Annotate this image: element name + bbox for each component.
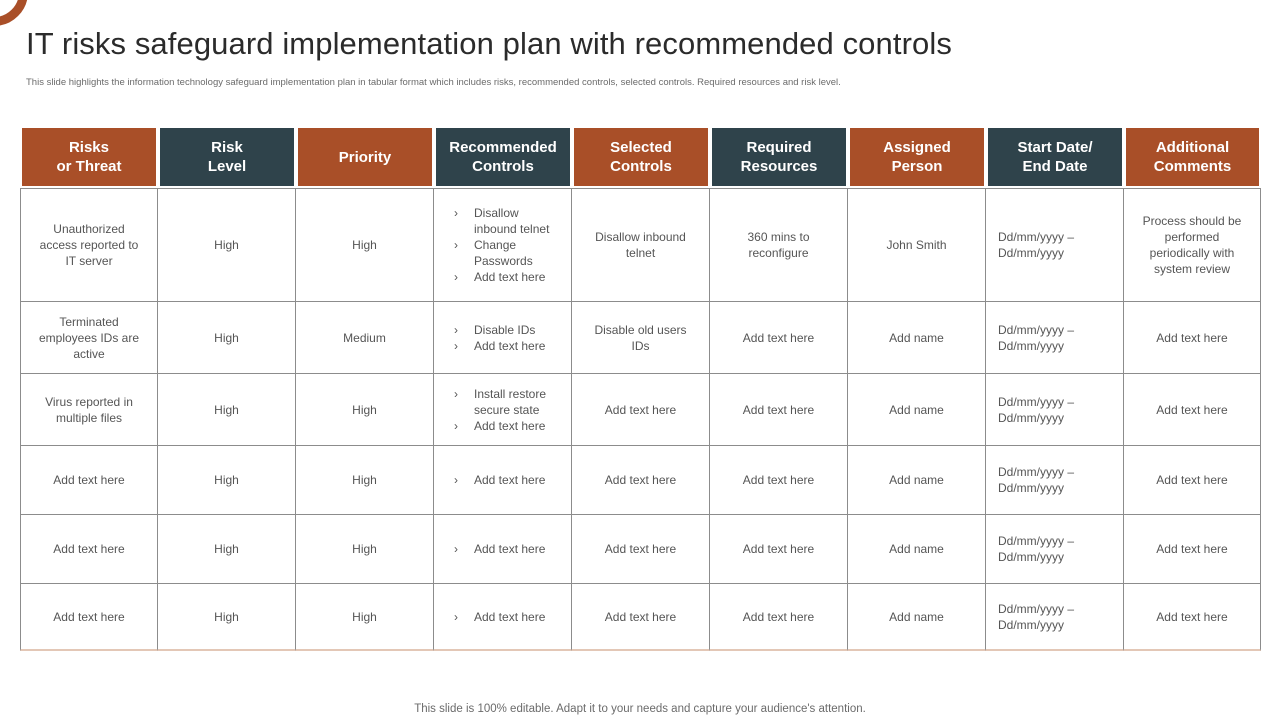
cell-text: High xyxy=(352,473,377,487)
cell-text: High xyxy=(214,609,239,624)
cell-text: Add text here xyxy=(53,609,125,624)
cell-text: Add text here xyxy=(1156,402,1228,417)
control-item: › Disable IDs xyxy=(454,322,559,338)
cell-risks xyxy=(20,374,158,446)
cell-selected-controls xyxy=(572,446,710,515)
cell-recommended-controls xyxy=(434,515,572,584)
cell-recommended-controls xyxy=(434,302,572,374)
cell-required-resources xyxy=(710,188,848,302)
cell-text: Add text here xyxy=(53,473,125,487)
cell-dates xyxy=(986,584,1124,651)
cell-additional-comments xyxy=(1124,515,1261,584)
controls-list xyxy=(446,541,559,557)
cell-text: Add text here xyxy=(742,542,815,556)
footer-note: This slide is 100% editable. Adapt it to your needs and capture your audience's attention. xyxy=(414,703,866,715)
controls-list xyxy=(446,386,559,434)
cell-additional-comments xyxy=(1124,302,1261,374)
cell-additional-comments xyxy=(1124,188,1261,302)
header-assigned-person: Assigned Person xyxy=(850,128,984,186)
control-item: › Change Passwords xyxy=(454,237,559,269)
cell-assigned-person xyxy=(848,188,986,302)
cell-text: Disable old users IDs xyxy=(594,322,687,353)
cell-text: Unauthorized access reported to IT server xyxy=(39,222,139,268)
cell-risk-level xyxy=(158,374,296,446)
cell-selected-controls xyxy=(572,188,710,302)
cell-risk-level xyxy=(158,515,296,584)
cell-text: Disallow inbound telnet xyxy=(595,230,686,260)
cell-text: Medium xyxy=(343,330,386,345)
cell-recommended-controls xyxy=(434,446,572,515)
cell-text: High xyxy=(214,238,239,252)
cell-text: Virus reported in multiple files xyxy=(45,394,133,425)
cell-text: Dd/mm/yyyy – Dd/mm/yyyy xyxy=(998,601,1075,632)
cell-text: High xyxy=(214,473,239,487)
cell-risks xyxy=(20,302,158,374)
cell-text: High xyxy=(352,238,377,252)
cell-risk-level xyxy=(158,584,296,651)
page-title: IT risks safeguard implementation plan with recommended controls xyxy=(26,26,952,61)
controls-list xyxy=(446,609,559,625)
cell-additional-comments xyxy=(1124,446,1261,515)
cell-text: High xyxy=(352,542,377,556)
cell-text: Dd/mm/yyyy – Dd/mm/yyyy xyxy=(998,534,1075,564)
cell-recommended-controls xyxy=(434,374,572,446)
cell-text: Add text here xyxy=(1156,330,1228,345)
header-additional-comments: Additional Comments xyxy=(1126,128,1259,186)
cell-text: Add text here xyxy=(742,473,815,487)
cell-text: Add text here xyxy=(604,402,677,417)
cell-text: Process should be performed periodically with system review xyxy=(1142,214,1242,276)
cell-dates xyxy=(986,515,1124,584)
plan-table xyxy=(20,128,1259,651)
cell-text: Add name xyxy=(889,330,944,345)
cell-dates xyxy=(986,374,1124,446)
cell-selected-controls xyxy=(572,302,710,374)
cell-dates xyxy=(986,446,1124,515)
cell-text: High xyxy=(352,609,377,624)
cell-assigned-person xyxy=(848,374,986,446)
control-item: › Add text here xyxy=(454,609,559,625)
cell-priority xyxy=(296,446,434,515)
cell-additional-comments xyxy=(1124,374,1261,446)
page-subtitle: This slide highlights the information technology safeguard implementation plan in tabular format which includes risks, recommended controls, selected controls. Required resources and risk level. xyxy=(26,77,841,88)
cell-priority xyxy=(296,302,434,374)
cell-priority xyxy=(296,374,434,446)
control-item: › Install restore secure state xyxy=(454,386,559,418)
header-recommended-controls: Recommended Controls xyxy=(436,128,570,186)
control-item: › Add text here xyxy=(454,541,559,557)
cell-dates xyxy=(986,188,1124,302)
cell-priority xyxy=(296,515,434,584)
cell-text: Add text here xyxy=(742,402,815,417)
cell-text: Add text here xyxy=(1156,609,1228,624)
cell-text: Add name xyxy=(889,473,944,487)
cell-risk-level xyxy=(158,302,296,374)
cell-text: Add text here xyxy=(53,542,125,556)
control-item: › Disallow inbound telnet xyxy=(454,205,559,237)
controls-list xyxy=(446,205,559,285)
cell-required-resources xyxy=(710,374,848,446)
controls-list xyxy=(446,322,559,354)
cell-text: Add text here xyxy=(604,542,677,556)
cell-selected-controls xyxy=(572,584,710,651)
header-dates: Start Date/ End Date xyxy=(988,128,1122,186)
controls-list xyxy=(446,472,559,488)
cell-text: Terminated employees IDs are active xyxy=(38,314,140,361)
cell-recommended-controls xyxy=(434,584,572,651)
cell-text: Add text here xyxy=(1156,542,1228,556)
cell-priority xyxy=(296,584,434,651)
cell-required-resources xyxy=(710,446,848,515)
cell-risks xyxy=(20,446,158,515)
header-required-resources: Required Resources xyxy=(712,128,846,186)
cell-assigned-person xyxy=(848,515,986,584)
cell-assigned-person xyxy=(848,446,986,515)
cell-recommended-controls xyxy=(434,188,572,302)
header-priority: Priority xyxy=(298,128,432,186)
cell-selected-controls xyxy=(572,515,710,584)
cell-assigned-person xyxy=(848,584,986,651)
cell-additional-comments xyxy=(1124,584,1261,651)
cell-selected-controls xyxy=(572,374,710,446)
cell-text: Dd/mm/yyyy – Dd/mm/yyyy xyxy=(998,230,1075,260)
cell-text: High xyxy=(352,402,377,417)
cell-text: Add name xyxy=(889,609,944,624)
cell-text: Dd/mm/yyyy – Dd/mm/yyyy xyxy=(998,394,1075,425)
cell-risk-level xyxy=(158,188,296,302)
cell-text: High xyxy=(214,402,239,417)
cell-text: High xyxy=(214,542,239,556)
cell-text: Dd/mm/yyyy – Dd/mm/yyyy xyxy=(998,322,1075,353)
header-risks: Risks or Threat xyxy=(22,128,156,186)
cell-text: Add text here xyxy=(742,609,815,624)
cell-required-resources xyxy=(710,515,848,584)
cell-text: Add text here xyxy=(604,473,677,487)
cell-dates xyxy=(986,302,1124,374)
cell-text: High xyxy=(214,330,239,345)
cell-assigned-person xyxy=(848,302,986,374)
cell-text: Add text here xyxy=(604,609,677,624)
header-selected-controls: Selected Controls xyxy=(574,128,708,186)
cell-text: Add name xyxy=(889,542,944,556)
header-risk-level: Risk Level xyxy=(160,128,294,186)
cell-text: Add text here xyxy=(1156,473,1228,487)
cell-text: Dd/mm/yyyy – Dd/mm/yyyy xyxy=(998,465,1075,495)
control-item: › Add text here xyxy=(454,472,559,488)
cell-risks xyxy=(20,188,158,302)
control-item: › Add text here xyxy=(454,338,559,354)
cell-text: 360 mins to reconfigure xyxy=(747,230,810,260)
cell-text: Add text here xyxy=(742,330,815,345)
cell-required-resources xyxy=(710,584,848,651)
cell-text: Add name xyxy=(889,402,944,417)
control-item: › Add text here xyxy=(454,269,559,285)
cell-priority xyxy=(296,188,434,302)
cell-required-resources xyxy=(710,302,848,374)
control-item: › Add text here xyxy=(454,418,559,434)
cell-risks xyxy=(20,515,158,584)
cell-risk-level xyxy=(158,446,296,515)
cell-text: John Smith xyxy=(886,238,947,252)
corner-decoration xyxy=(0,0,28,26)
cell-risks xyxy=(20,584,158,651)
